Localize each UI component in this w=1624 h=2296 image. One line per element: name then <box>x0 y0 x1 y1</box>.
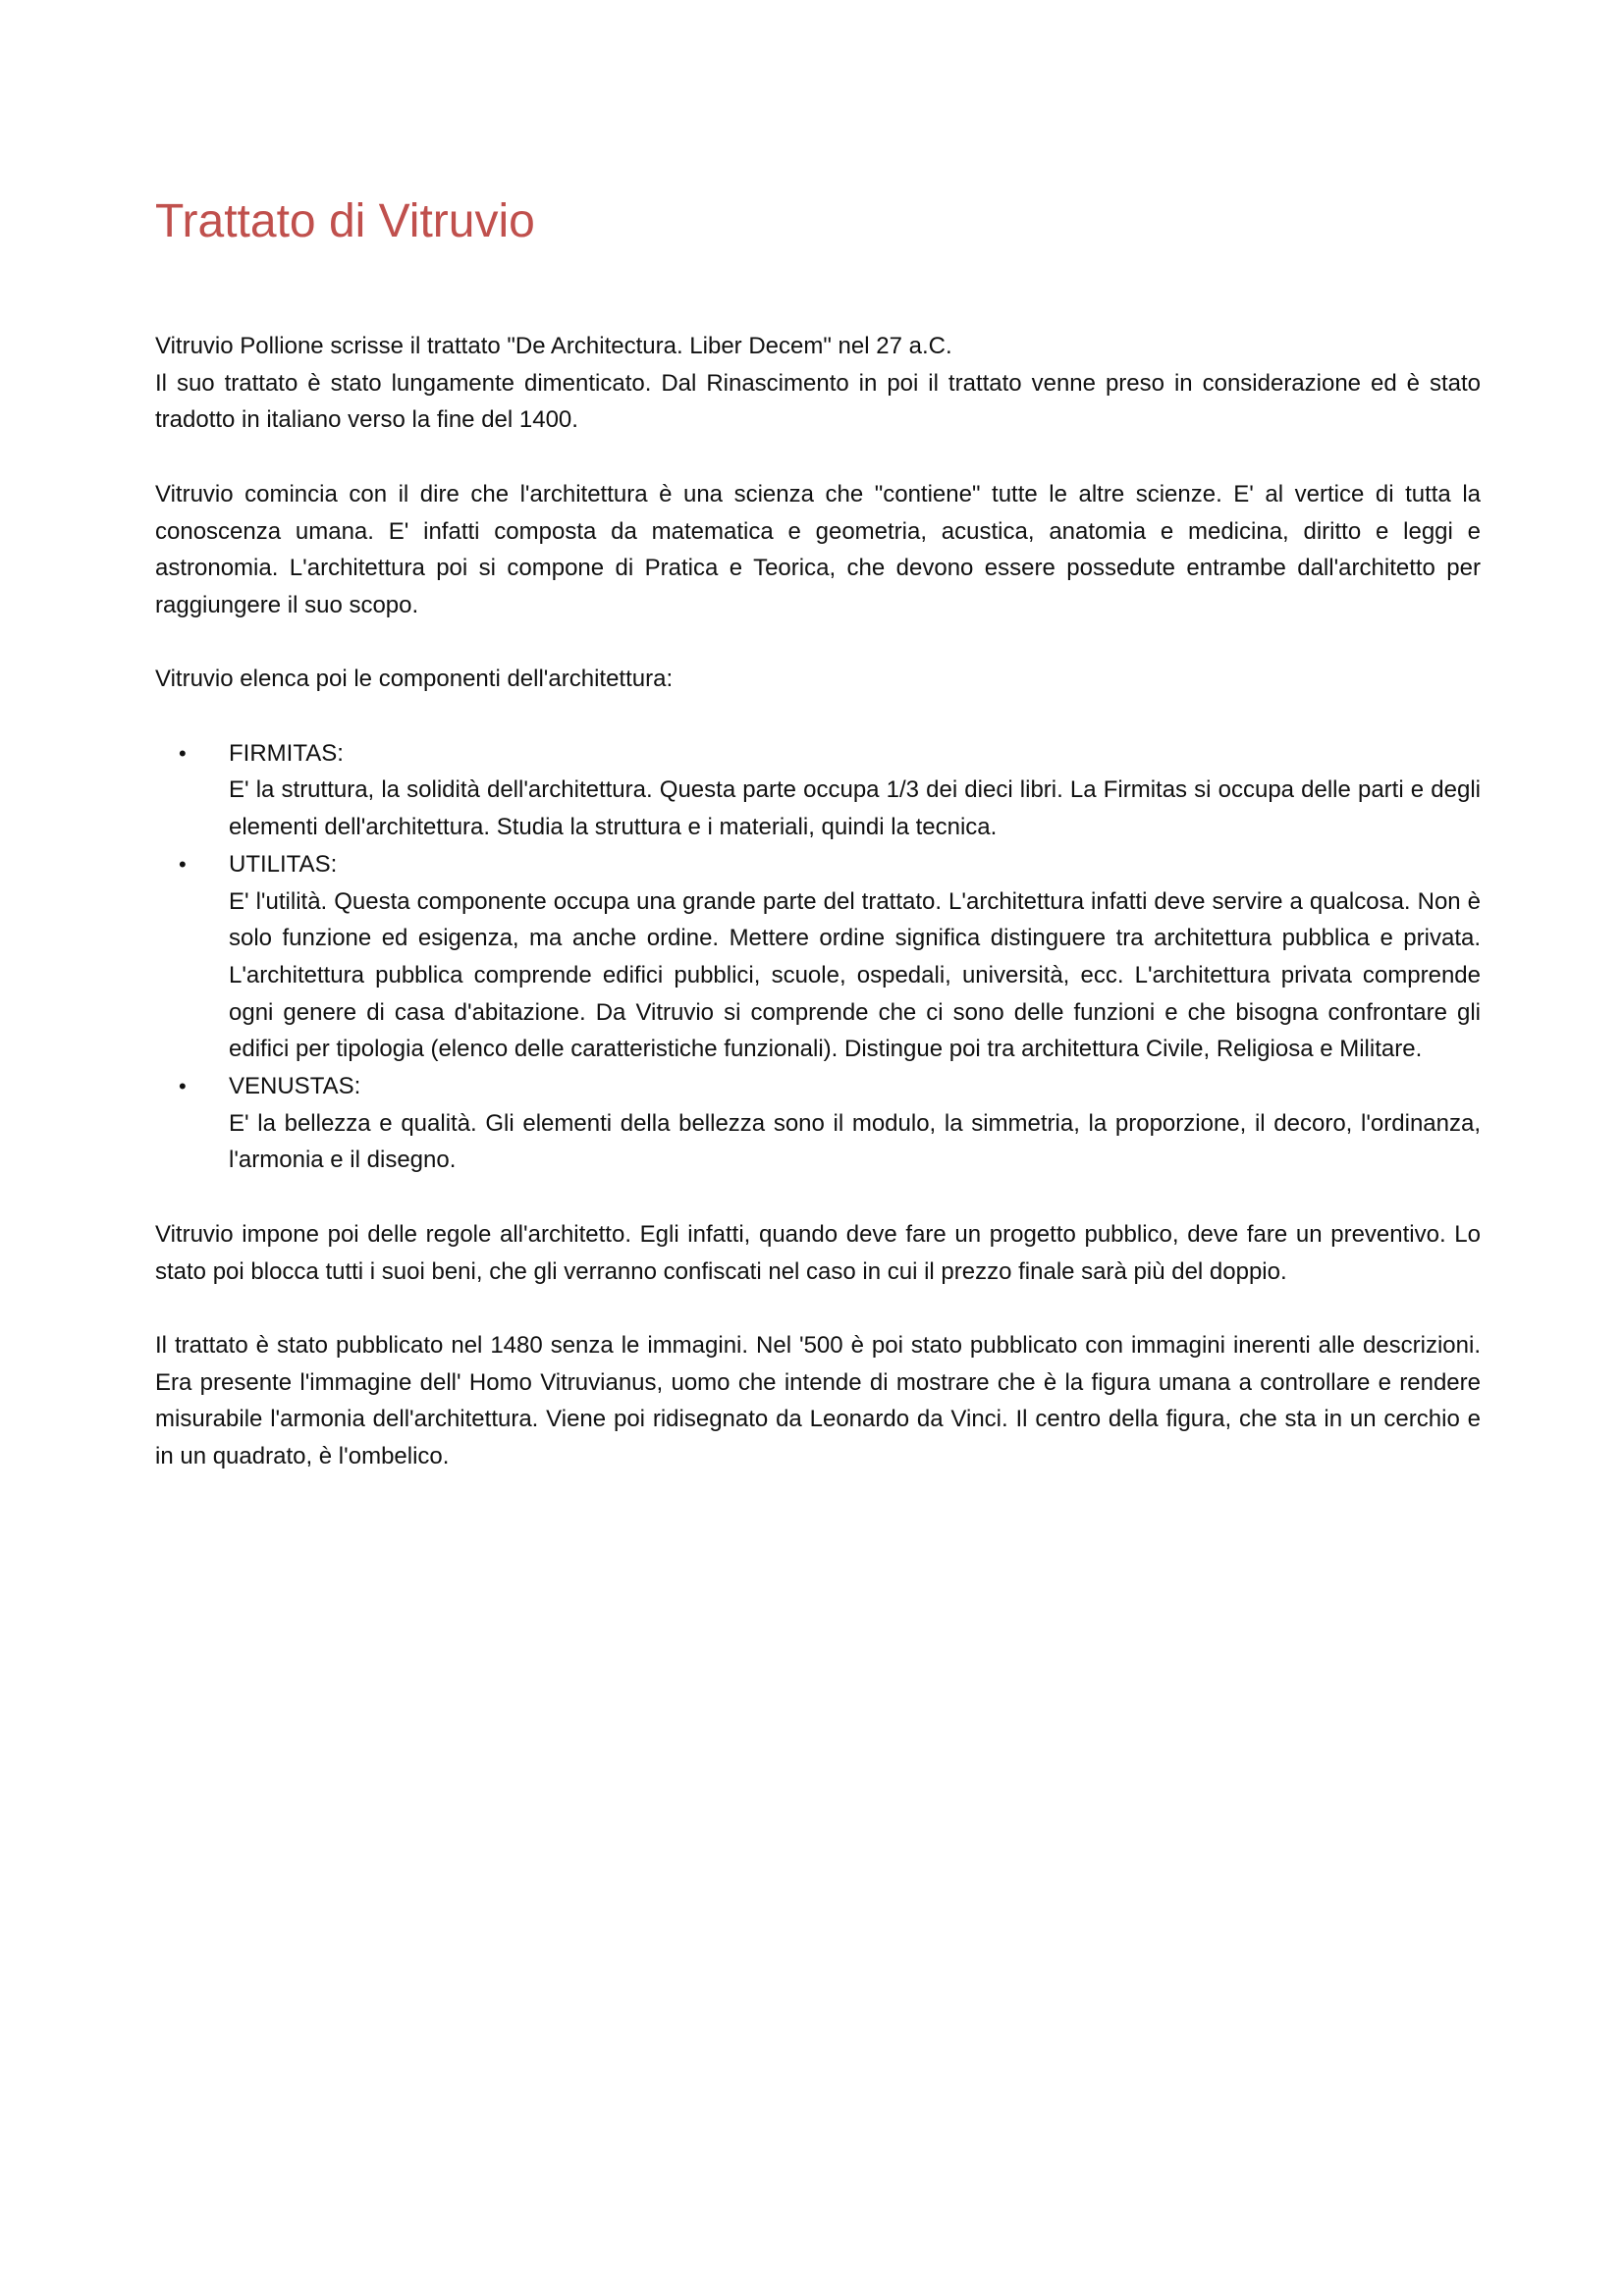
page-title: Trattato di Vitruvio <box>155 195 535 247</box>
paragraph-publication: Il trattato è stato pubblicato nel 1480 senza le immagini. Nel '500 è poi stato pubblicato con immagini inerenti alle descrizioni. Era presente l'immagine dell' Homo Vitruvianus, uomo che intende di mostrare che è la figura umana a controllare e rendere misurabile l'armonia dell'architettura. Viene poi ridisegnato da Leonardo da Vinci. Il centro della figura, che sta in un cerchio e in un quadrato, è l'ombelico. <box>155 1331 1481 1470</box>
list-item <box>155 846 1481 1068</box>
paragraph-science: Vitruvio comincia con il dire che l'architettura è una scienza che "contiene" tutte le altre scienze. E' al vertice di tutta la conoscenza umana. E' infatti composta da matematica e geometria, acustica, anatomia e medicina, diritto e leggi e astronomia. L'architettura poi si compone di Pratica e Teorica, che devono essere possedute entrambe dall'architetto per raggiungere il suo scopo. <box>155 480 1481 618</box>
component-description: E' l'utilità. Questa componente occupa una grande parte del trattato. L'architettura infatti deve servire a qualcosa. Non è solo funzione ed esigenza, ma anche ordine. Mettere ordine significa distinguere tra architettura pubblica e privata. L'architettura pubblica comprende edifici pubblici, scuole, ospedali, università, ecc. L'architettura privata comprende ogni genere di casa d'abitazione. Da Vitruvio si comprende che ci sono delle funzioni e che bisogna confrontare gli edifici per tipologia (elenco delle caratteristiche funzionali). Distingue poi tra architettura Civile, Religiosa e Militare. <box>229 887 1481 1063</box>
bullet-icon: • <box>179 851 187 877</box>
components-list <box>155 735 1481 1179</box>
document-body <box>155 328 1481 1475</box>
component-term: FIRMITAS: <box>229 739 344 767</box>
bullet-icon: • <box>179 740 187 766</box>
intro-line-1: Vitruvio Pollione scrisse il trattato "De Architectura. Liber Decem" nel 27 a.C. <box>155 333 952 359</box>
list-item <box>155 1068 1481 1179</box>
list-intro: Vitruvio elenca poi le componenti dell'architettura: <box>155 666 674 693</box>
list-item <box>155 735 1481 846</box>
component-description: E' la bellezza e qualità. Gli elementi della bellezza sono il modulo, la simmetria, la proporzione, il decoro, l'ordinanza, l'armonia e il disegno. <box>229 1109 1481 1174</box>
component-term: UTILITAS: <box>229 850 338 878</box>
paragraph-rules: Vitruvio impone poi delle regole all'architetto. Egli infatti, quando deve fare un progetto pubblico, deve fare un preventivo. Lo stato poi blocca tutti i suoi beni, che gli verranno confiscati nel caso in cui il prezzo finale sarà più del doppio. <box>155 1220 1481 1285</box>
bullet-icon: • <box>179 1074 187 1099</box>
component-term: VENUSTAS: <box>229 1073 361 1100</box>
intro-line-2: Il suo trattato è stato lungamente dimenticato. Dal Rinascimento in poi il trattato venne preso in considerazione ed è stato tradotto in italiano verso la fine del 1400. <box>155 369 1481 434</box>
component-description: E' la struttura, la solidità dell'architettura. Questa parte occupa 1/3 dei dieci libri. La Firmitas si occupa delle parti e degli elementi dell'architettura. Studia la struttura e i materiali, quindi la tecnica. <box>229 776 1481 841</box>
